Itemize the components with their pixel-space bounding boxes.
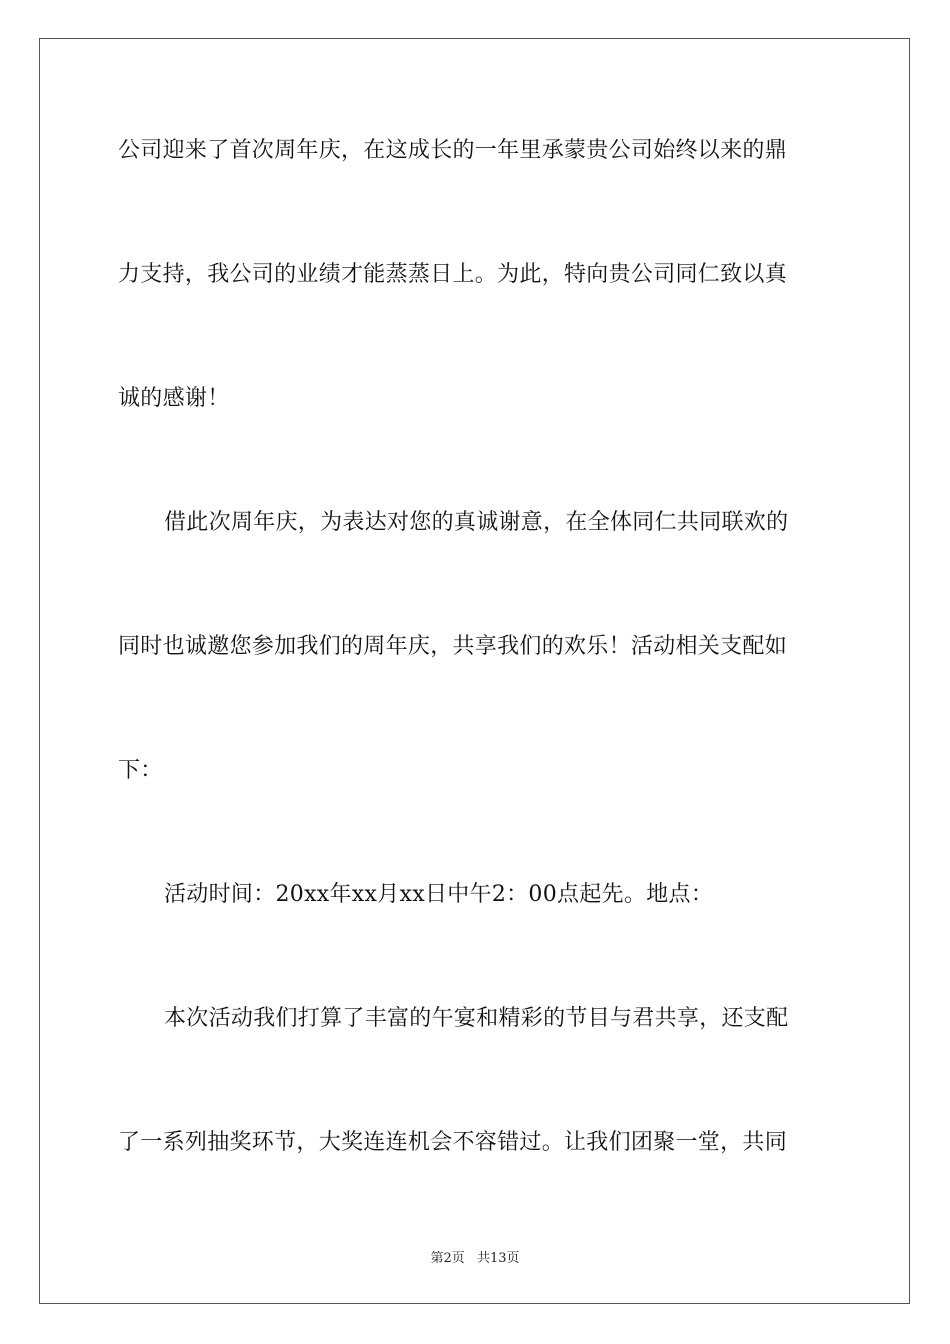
body-line-8: 本次活动我们打算了丰富的午宴和精彩的节目与君共享，还支配 xyxy=(164,1006,789,1031)
body-line-9: 了一系列抽奖环节，大奖连连机会不容错过。让我们团聚一堂，共同 xyxy=(118,1130,788,1155)
body-line-1: 公司迎来了首次周年庆，在这成长的一年里承蒙贵公司始终以来的鼎 xyxy=(118,138,788,163)
page-number: 第2页 xyxy=(430,1251,465,1266)
body-line-3: 诚的感谢！ xyxy=(118,386,230,411)
body-line-4: 借此次周年庆，为表达对您的真诚谢意，在全体同仁共同联欢的 xyxy=(164,510,789,535)
page-footer xyxy=(0,1247,950,1266)
body-line-6: 下： xyxy=(118,758,163,783)
page-total: 共13页 xyxy=(476,1251,520,1266)
page-frame xyxy=(39,38,910,1304)
body-line-5: 同时也诚邀您参加我们的周年庆，共享我们的欢乐！活动相关支配如 xyxy=(118,634,788,659)
body-line-2: 力支持，我公司的业绩才能蒸蒸日上。为此，特向贵公司同仁致以真 xyxy=(118,262,788,287)
body-line-7: 活动时间：20xx年xx月xx日中午2：00点起先。地点： xyxy=(164,882,714,907)
